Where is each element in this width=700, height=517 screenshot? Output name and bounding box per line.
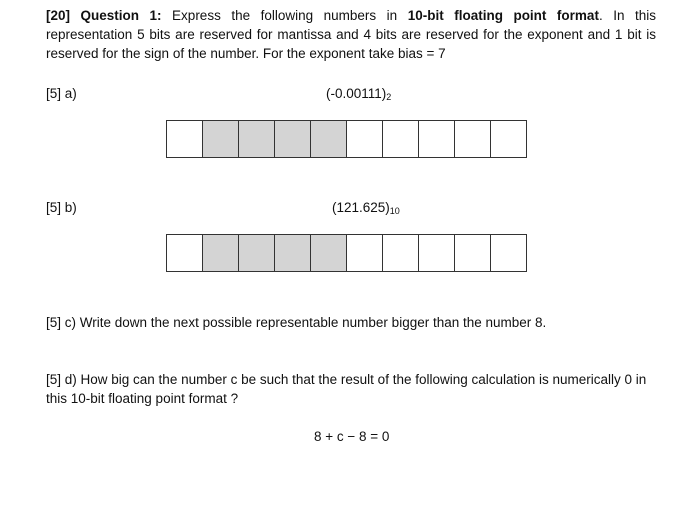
question-text-1: Express the following numbers in: [161, 8, 408, 23]
part-b-mantissa-bit-box[interactable]: [454, 234, 491, 272]
part-a-label: [5] a): [46, 86, 77, 101]
part-b-exponent-bit-box[interactable]: [310, 234, 347, 272]
part-b-value: [332, 200, 400, 216]
part-a-exponent-bit-box[interactable]: [274, 120, 311, 158]
part-d-equation: 8 + c − 8 = 0: [314, 429, 390, 444]
part-a-base: 2: [386, 92, 392, 102]
part-a-mantissa-bit-box[interactable]: [418, 120, 455, 158]
part-b-label: [5] b): [46, 200, 77, 215]
part-a-exponent-bit-box[interactable]: [310, 120, 347, 158]
question-text-2: . In this representation 5 bits are reserved for mantissa and 4 bits are reserved for the exponent and 1 bit is reserved for the sign of the number. For the exponent take bias = 7: [46, 8, 656, 61]
part-a-mantissa-bit-box[interactable]: [454, 120, 491, 158]
part-a-exponent-bit-box[interactable]: [238, 120, 275, 158]
part-a-exponent-bit-box[interactable]: [202, 120, 239, 158]
part-a-mantissa-bit-box[interactable]: [490, 120, 527, 158]
part-b-number: (121.625): [332, 200, 390, 215]
part-a-mantissa-bit-box[interactable]: [382, 120, 419, 158]
part-b-mantissa-bit-box[interactable]: [346, 234, 383, 272]
part-a-bit-boxes: [166, 120, 526, 158]
part-b-bit-boxes: [166, 234, 526, 272]
part-c-text: [5] c) Write down the next possible representable number bigger than the number 8.: [46, 315, 547, 330]
part-b-exponent-bit-box[interactable]: [202, 234, 239, 272]
part-b-mantissa-bit-box[interactable]: [490, 234, 527, 272]
part-a-value: [326, 86, 391, 102]
part-b-sign-bit-box[interactable]: [166, 234, 203, 272]
question-intro: [46, 6, 656, 63]
part-d-text: [5] d) How big can the number c be such that the result of the following calculation is numerically 0 in this 10-bit floating point format ?: [46, 372, 647, 406]
part-b-base: 10: [389, 206, 400, 216]
part-b-exponent-bit-box[interactable]: [238, 234, 275, 272]
question-marks: [20]: [46, 8, 71, 23]
part-b-mantissa-bit-box[interactable]: [418, 234, 455, 272]
part-a-sign-bit-box[interactable]: [166, 120, 203, 158]
part-a-mantissa-bit-box[interactable]: [346, 120, 383, 158]
format-name: 10-bit floating point format: [407, 8, 599, 23]
question-title: Question 1:: [80, 8, 162, 23]
part-b-exponent-bit-box[interactable]: [274, 234, 311, 272]
part-b-mantissa-bit-box[interactable]: [382, 234, 419, 272]
part-a-number: (-0.00111): [326, 86, 387, 101]
